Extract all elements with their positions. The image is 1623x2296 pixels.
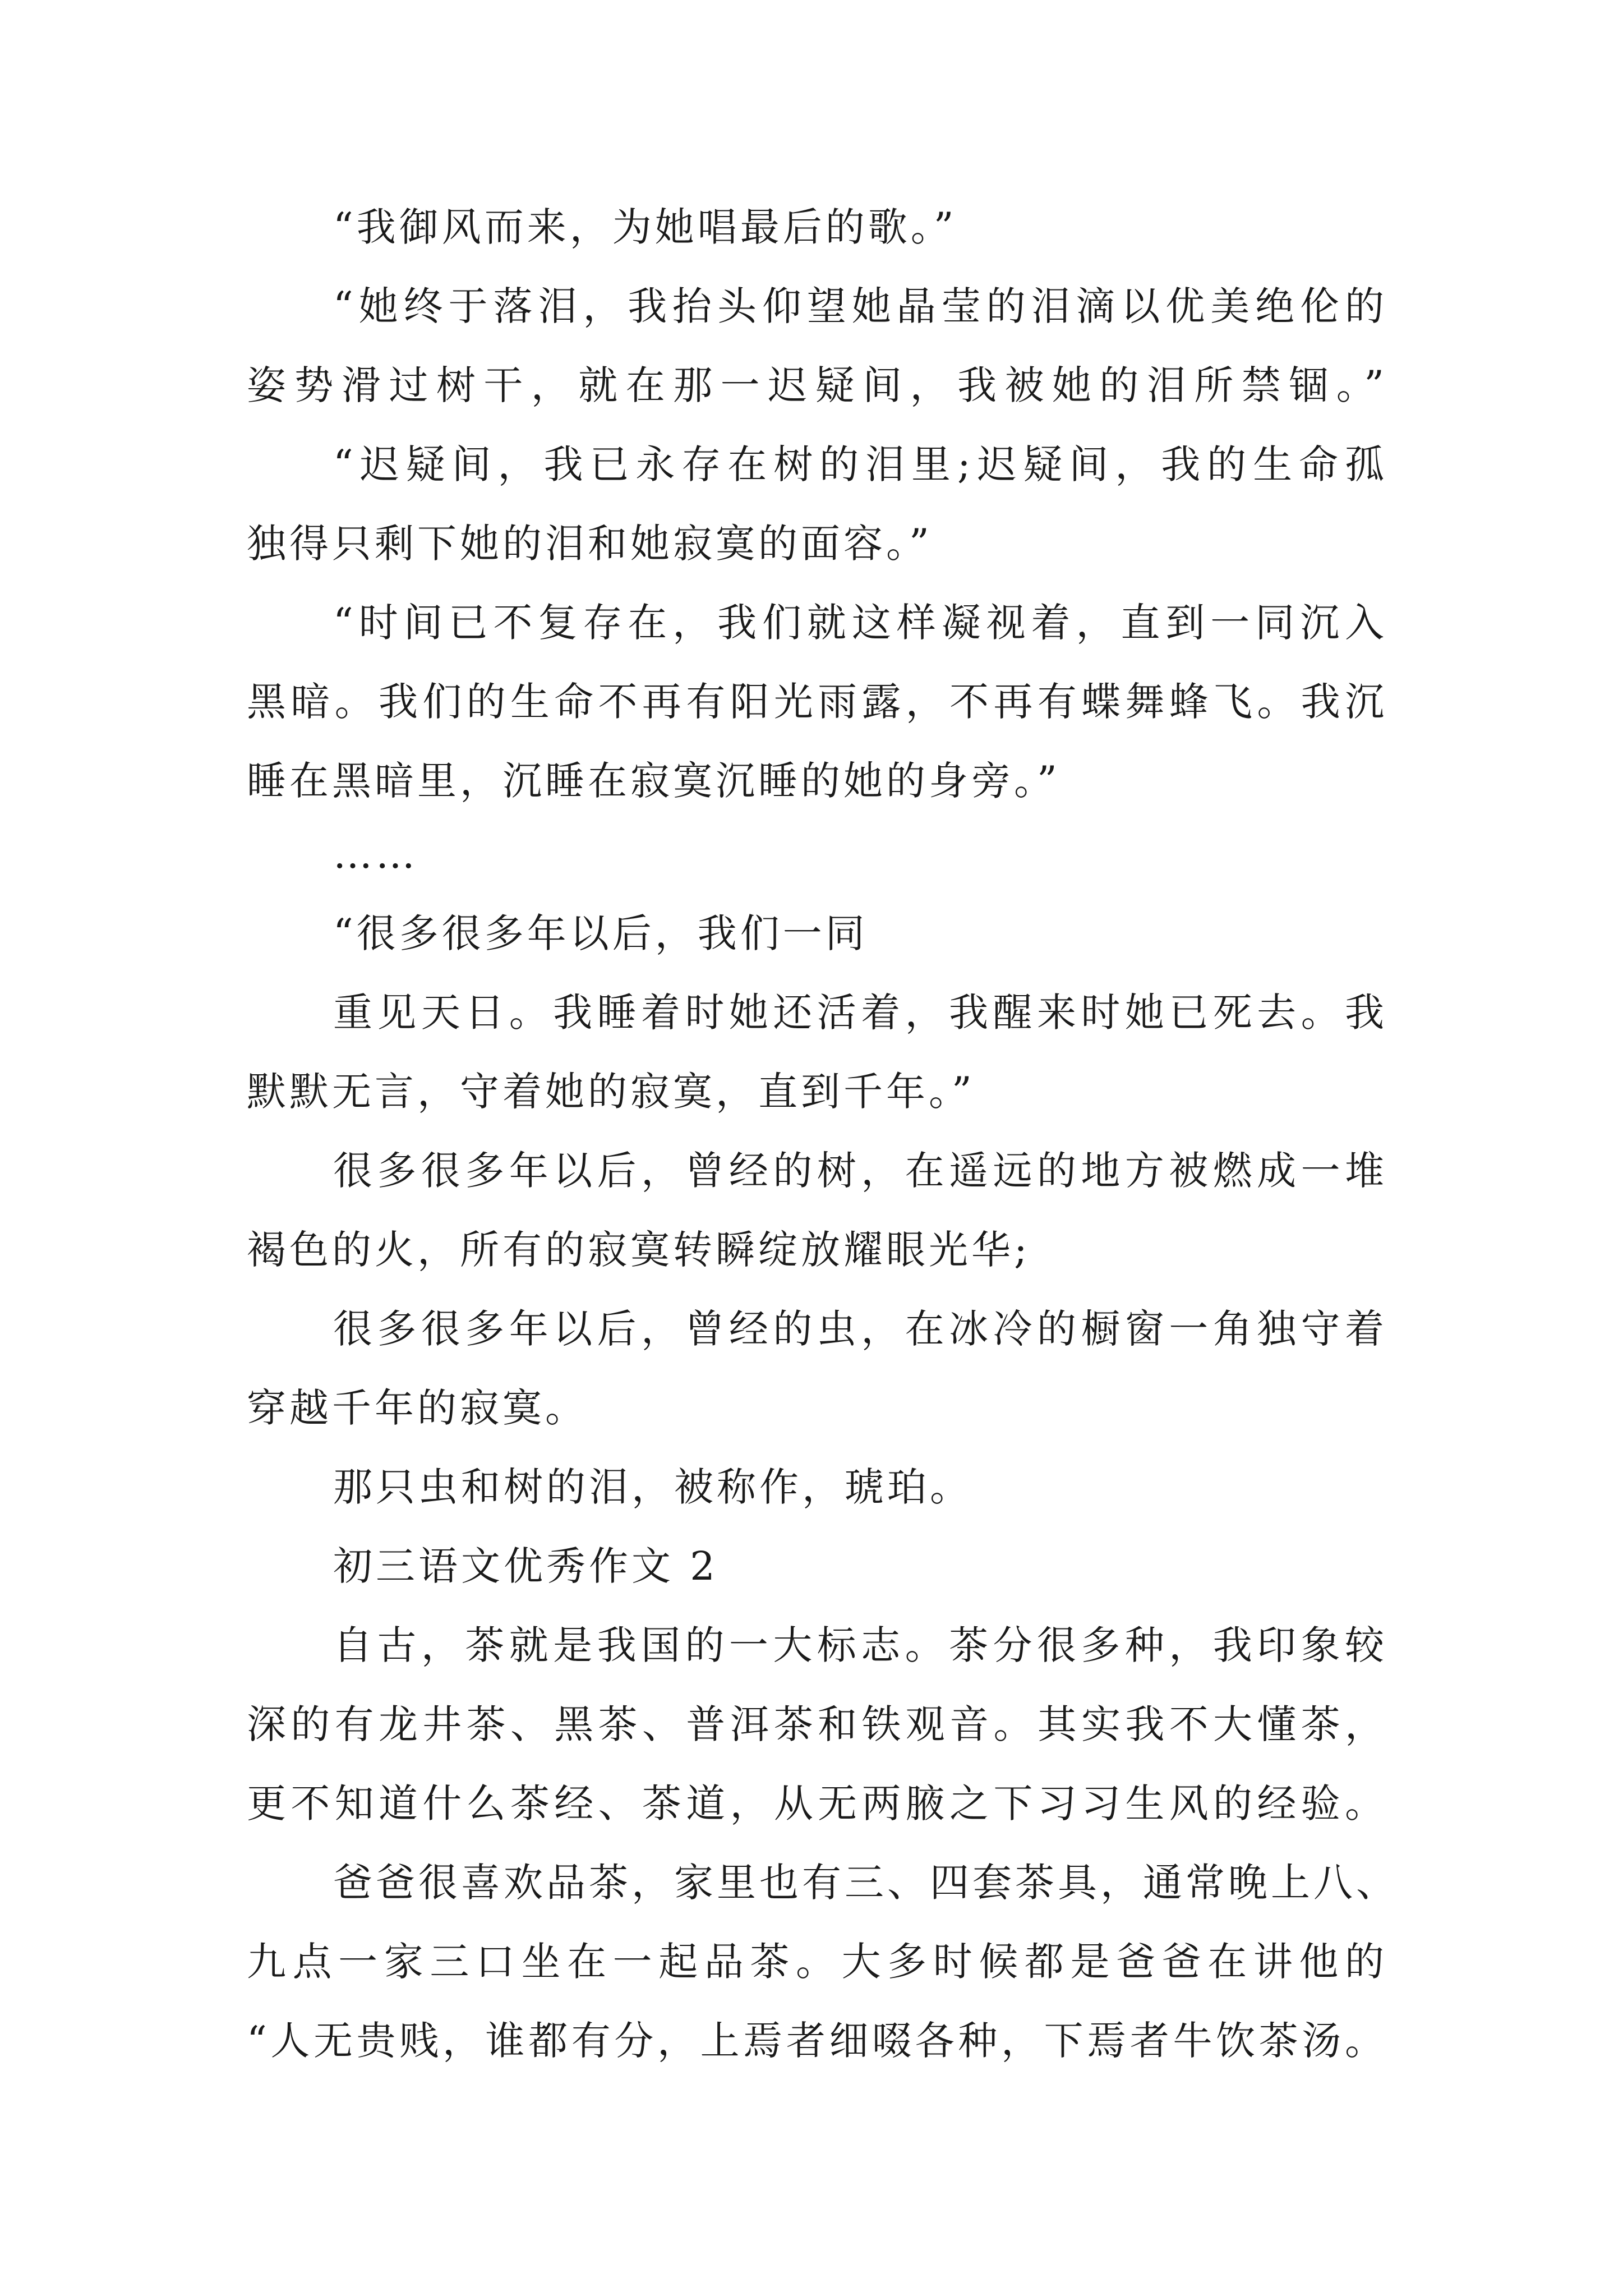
text-line: “迟疑间，我已永存在树的泪里;迟疑间，我的生命孤 <box>333 441 1387 487</box>
text-line: 那只虫和树的泪，被称作，琥珀。 <box>333 1464 972 1510</box>
text-line: 睡在黑暗里，沉睡在寂寞沉睡的她的身旁。” <box>247 758 1061 804</box>
text-line: 黑暗。我们的生命不再有阳光雨露，不再有蝶舞蜂飞。我沉 <box>247 679 1387 725</box>
text-line: 重见天日。我睡着时她还活着，我醒来时她已死去。我 <box>333 990 1387 1036</box>
text-line: 独得只剩下她的泪和她寂寞的面容。” <box>247 521 933 567</box>
text-line: …… <box>333 831 418 877</box>
text-line: “她终于落泪，我抬头仰望她晶莹的泪滴以优美绝伦的 <box>333 283 1387 329</box>
text-line: “人无贵贱，谁都有分，上焉者细啜各种，下焉者牛饮茶汤。 <box>247 2018 1387 2064</box>
text-line: “我御风而来，为她唱最后的歌。” <box>333 204 957 250</box>
text-line: 很多很多年以后，曾经的虫，在冰冷的橱窗一角独守着 <box>333 1306 1387 1352</box>
text-line: 很多很多年以后，曾经的树，在遥远的地方被燃成一堆 <box>333 1148 1387 1194</box>
section-heading: 初三语文优秀作文 2 <box>333 1543 718 1589</box>
text-line: 爸爸很喜欢品茶，家里也有三、四套茶具，通常晚上八、 <box>333 1860 1399 1906</box>
text-line: “时间已不复存在，我们就这样凝视着，直到一同沉入 <box>333 600 1387 646</box>
text-line: 深的有龙井茶、黑茶、普洱茶和铁观音。其实我不大懂茶， <box>247 1701 1387 1747</box>
text-line: 自古，茶就是我国的一大标志。茶分很多种，我印象较 <box>333 1622 1387 1668</box>
text-line: 默默无言，守着她的寂寞，直到千年。” <box>247 1069 975 1115</box>
text-line: 褐色的火，所有的寂寞转瞬绽放耀眼光华; <box>247 1227 1031 1273</box>
text-line: 九点一家三口坐在一起品茶。大多时候都是爸爸在讲他的 <box>247 1939 1387 1985</box>
text-line: “很多很多年以后，我们一同 <box>333 910 868 956</box>
text-line: 穿越千年的寂寞。 <box>247 1385 588 1431</box>
text-line: 更不知道什么茶经、茶道，从无两腋之下习习生风的经验。 <box>247 1780 1387 1826</box>
text-line: 姿势滑过树干，就在那一迟疑间，我被她的泪所禁锢。” <box>247 362 1387 408</box>
